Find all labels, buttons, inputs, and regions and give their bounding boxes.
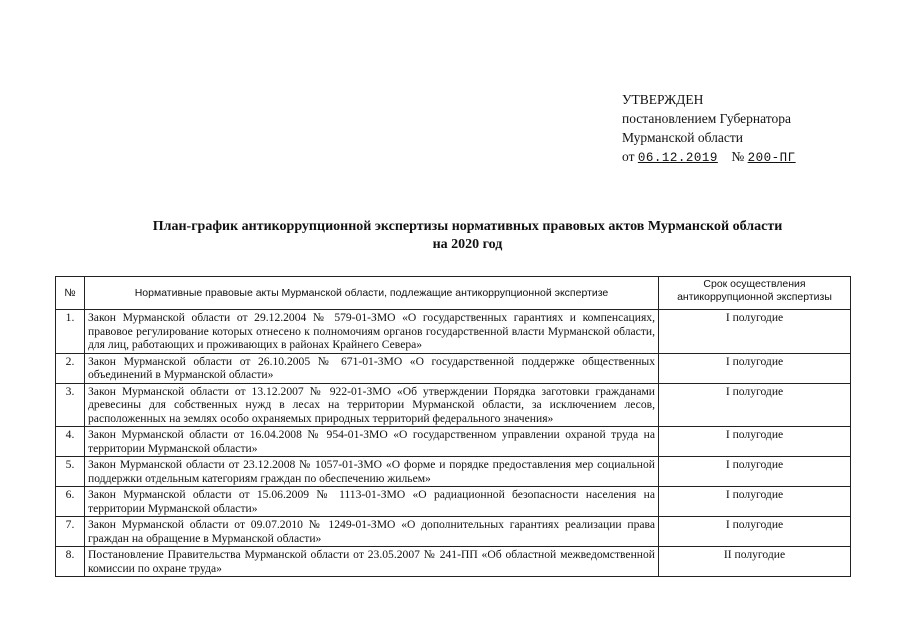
row-number: 1. <box>56 310 85 354</box>
row-act: Закон Мурманской области от 13.12.2007 № 922-01-ЗМО «Об утверждении Порядка заготовки гражданами древесины для собственных нужд в лесах на территории Мурманской области, за исключением лесов, расположенных на землях особо охраняемых природных территорий федерального значения» <box>85 383 659 427</box>
row-act: Закон Мурманской области от 16.04.2008 № 954-01-ЗМО «О государственном управлении охраной труда на территории Мурманской области» <box>85 427 659 457</box>
row-number: 7. <box>56 517 85 547</box>
row-number: 3. <box>56 383 85 427</box>
row-act: Закон Мурманской области от 15.06.2009 № 1113-01-ЗМО «О радиационной безопасности населения на территории Мурманской области» <box>85 487 659 517</box>
approval-date-prefix: от <box>622 149 638 164</box>
approval-number-prefix: № <box>731 149 748 164</box>
row-term: I полугодие <box>659 353 851 383</box>
header-number: № <box>56 277 85 310</box>
approval-date: 06.12.2019 <box>637 151 718 165</box>
table-row <box>56 517 851 547</box>
table-row <box>56 383 851 427</box>
row-number: 5. <box>56 457 85 487</box>
approval-line-resolution: постановлением Губернатора <box>622 111 791 126</box>
row-term: I полугодие <box>659 457 851 487</box>
table-row <box>56 487 851 517</box>
row-act: Закон Мурманской области от 29.12.2004 № 579-01-ЗМО «О государственных гарантиях и компенсациях, правовое регулирование которых отнесено к полномочиям органов государственной власти Мурманской области, для лиц, работающих и проживающих в районах Крайнего Севера» <box>85 310 659 354</box>
row-number: 8. <box>56 547 85 577</box>
plan-table <box>55 276 851 577</box>
row-act: Закон Мурманской области от 23.12.2008 № 1057-01-ЗМО «О форме и порядке предоставления мер социальной поддержки отдельным категориям граждан по обеспечению жильем» <box>85 457 659 487</box>
approval-heading: УТВЕРЖДЕН <box>622 92 704 107</box>
approval-date-line <box>622 147 796 168</box>
row-term: I полугодие <box>659 517 851 547</box>
row-act: Постановление Правительства Мурманской области от 23.05.2007 № 241-ПП «Об областной межведомственной комиссии по охране труда» <box>85 547 659 577</box>
row-number: 4. <box>56 427 85 457</box>
header-term: Срок осуществления антикоррупционной экспертизы <box>659 277 851 310</box>
row-term: I полугодие <box>659 383 851 427</box>
row-term: II полугодие <box>659 547 851 577</box>
table-row <box>56 457 851 487</box>
table-row <box>56 353 851 383</box>
table-row <box>56 547 851 577</box>
table-row <box>56 310 851 354</box>
row-number: 6. <box>56 487 85 517</box>
approval-line-region: Мурманской области <box>622 130 743 145</box>
document-title-line-2: на 2020 год <box>432 237 503 252</box>
row-act: Закон Мурманской области от 26.10.2005 № 671-01-ЗМО «О государственной поддержке общественных объединений в Мурманской области» <box>85 353 659 383</box>
table-header-row <box>56 277 851 310</box>
row-term: I полугодие <box>659 310 851 354</box>
approval-number: 200-ПГ <box>747 151 796 165</box>
row-number: 2. <box>56 353 85 383</box>
document-title-line-1: План-график антикоррупционной экспертизы нормативных правовых актов Мурманской области <box>152 219 783 234</box>
row-act: Закон Мурманской области от 09.07.2010 № 1249-01-ЗМО «О дополнительных гарантиях реализации права граждан на обращение в Мурманской области» <box>85 517 659 547</box>
approval-block <box>622 90 796 168</box>
header-acts: Нормативные правовые акты Мурманской области, подлежащие антикоррупционной экспертизе <box>85 277 659 310</box>
table-row <box>56 427 851 457</box>
row-term: I полугодие <box>659 487 851 517</box>
document-title <box>100 218 835 254</box>
row-term: I полугодие <box>659 427 851 457</box>
